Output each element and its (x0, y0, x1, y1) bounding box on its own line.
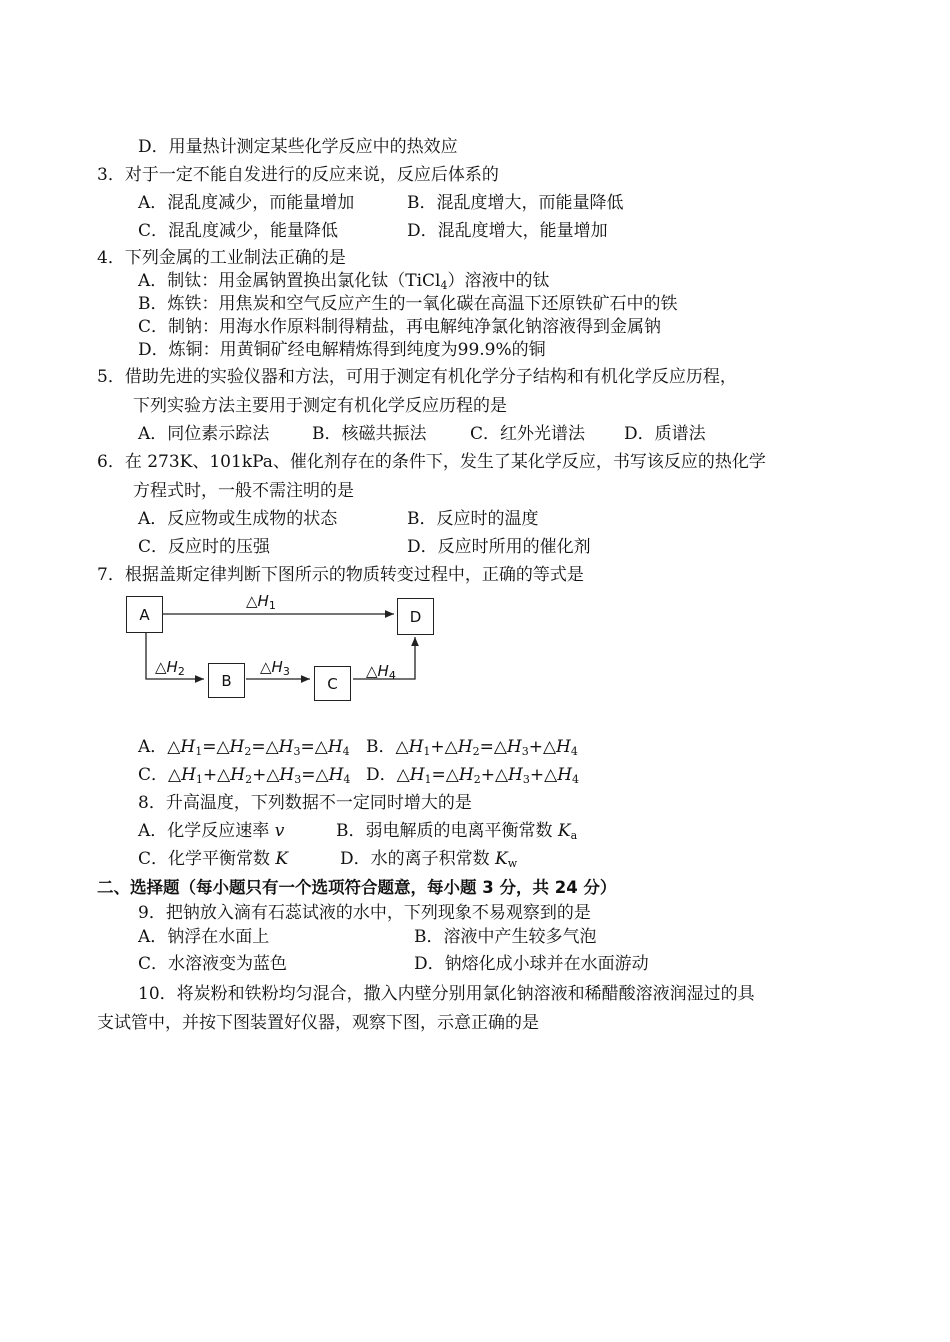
q8-option-c: C．化学平衡常数 K (138, 849, 289, 869)
label-dh1: $\triangle H_1$ (246, 592, 276, 612)
question-7: 7．根据盖斯定律判断下图所示的物质转变过程中，正确的等式是 (97, 565, 584, 585)
q5-option-b: B．核磁共振法 (312, 424, 427, 444)
q5-option-a: A．同位素示踪法 (138, 424, 270, 444)
q7-option-b: B．$\triangle H_1+\triangle H_2=\triangle H_3+\triangle H_4$ (366, 737, 578, 758)
q7-option-a: A．$\triangle H_1=\triangle H_2=\triangle H_3=\triangle H_4$ (138, 737, 350, 758)
q4-option-b: B．炼铁：用焦炭和空气反应产生的一氧化碳在高温下还原铁矿石中的铁 (138, 294, 678, 314)
q8-option-d: D．水的离子积常数 $K_w$ (340, 849, 518, 870)
hess-diagram (120, 590, 450, 720)
q9-option-a: A．钠浮在水面上 (138, 927, 270, 947)
q3-option-a: A．混乱度减少，而能量增加 (138, 193, 355, 213)
question-8: 8．升高温度，下列数据不一定同时增大的是 (138, 793, 472, 813)
box-a: A (126, 596, 163, 633)
question-5-line1: 5．借助先进的实验仪器和方法，可用于测定有机化学分子结构和有机化学反应历程， (97, 367, 737, 387)
label-dh2: $\triangle H_2$ (155, 658, 185, 678)
q9-option-d: D．钠熔化成小球并在水面游动 (414, 954, 649, 974)
section-2-heading: 二、选择题（每小题只有一个选项符合题意，每小题 3 分，共 24 分） (97, 878, 617, 897)
box-b: B (208, 663, 245, 698)
question-3: 3．对于一定不能自发进行的反应来说，反应后体系的 (97, 165, 499, 185)
q5-option-d: D．质谱法 (624, 424, 706, 444)
question-6-line1: 6．在 273K、101kPa、催化剂存在的条件下，发生了某化学反应，书写该反应的热化学 (97, 452, 766, 472)
q8-option-b: B．弱电解质的电离平衡常数 $K_a$ (336, 821, 578, 842)
q3-option-c: C．混乱度减少，能量降低 (138, 221, 339, 241)
q5-option-c: C．红外光谱法 (470, 424, 586, 444)
q4a-text-post: ）溶液中的钛 (447, 271, 550, 291)
question-4: 4．下列金属的工业制法正确的是 (97, 248, 346, 268)
box-c: C (314, 666, 351, 701)
q4-option-c: C．制钠：用海水作原料制得精盐，再电解纯净氯化钠溶液得到金属钠 (138, 317, 662, 337)
q4-option-d: D．炼铜：用黄铜矿经电解精炼得到纯度为99.9%的铜 (138, 340, 546, 360)
label-dh4: $\triangle H_4$ (366, 662, 396, 682)
question-5-line2: 下列实验方法主要用于测定有机化学反应历程的是 (133, 396, 507, 416)
q3-option-b: B．混乱度增大，而能量降低 (407, 193, 624, 213)
q4a-sub: 4 (440, 279, 448, 292)
question-10-line2: 支试管中，并按下图装置好仪器，观察下图，示意正确的是 (97, 1013, 539, 1033)
q4a-text-pre: A．制钛：用金属钠置换出氯化钛（TiCl (138, 271, 441, 291)
question-9: 9．把钠放入滴有石蕊试液的水中，下列现象不易观察到的是 (138, 903, 591, 923)
q7-option-c: C．$\triangle H_1+\triangle H_2+\triangle H_3=\triangle H_4$ (138, 765, 351, 786)
q7-option-d: D．$\triangle H_1=\triangle H_2+\triangle H_3+\triangle H_4$ (366, 765, 580, 786)
question-6-line2: 方程式时，一般不需注明的是 (133, 481, 354, 501)
label-dh3: $\triangle H_3$ (260, 658, 290, 678)
q9-option-c: C．水溶液变为蓝色 (138, 954, 288, 974)
q9-option-b: B．溶液中产生较多气泡 (414, 927, 597, 947)
q6-option-d: D．反应时所用的催化剂 (407, 537, 591, 557)
q6-option-c: C．反应时的压强 (138, 537, 271, 557)
q8-option-a: A．化学反应速率 v (138, 821, 285, 841)
q3-option-d: D．混乱度增大，能量增加 (407, 221, 608, 241)
q6-option-b: B．反应时的温度 (407, 509, 539, 529)
q2-option-d: D．用量热计测定某些化学反应中的热效应 (138, 137, 458, 157)
box-d: D (397, 598, 434, 635)
question-10-line1: 10．将炭粉和铁粉均匀混合，撒入内壁分别用氯化钠溶液和稀醋酸溶液润湿过的具 (138, 984, 755, 1004)
q6-option-a: A．反应物或生成物的状态 (138, 509, 338, 529)
